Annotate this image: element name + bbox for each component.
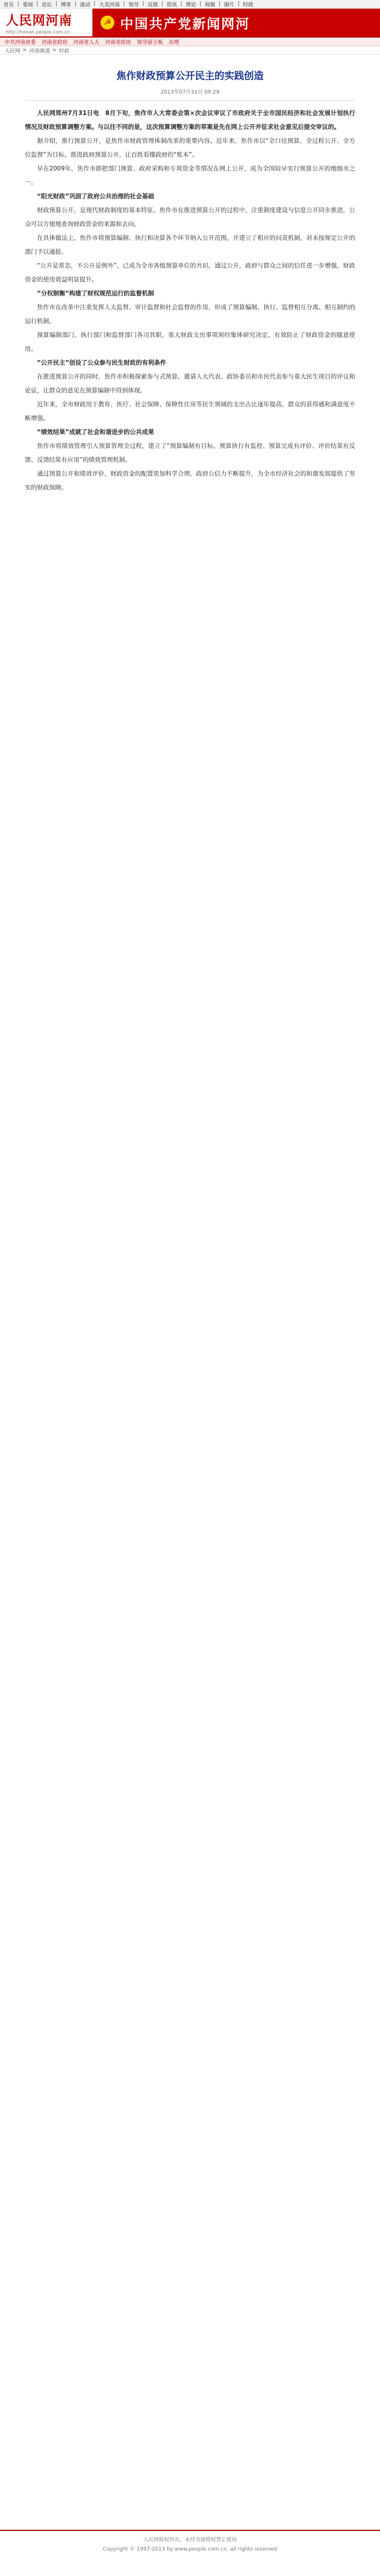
top-nav-link[interactable]: 反腐 <box>147 2 158 8</box>
article-paragraph: 预算编制部门、执行部门和监督部门各司其职，重大财政支出事项须经集体研究决定，有效防止了财政资金的随意使用。 <box>25 332 355 352</box>
logo-text: 人民网河南 <box>6 13 73 28</box>
sub-nav-link[interactable]: 领导留言板 <box>137 39 163 46</box>
footer-copyright-en: Copyright © 1997-2013 by www.people.com.cn. all rights reserved <box>102 2547 278 2552</box>
sub-nav-link[interactable]: 河南省政协 <box>105 39 132 46</box>
article <box>25 55 355 495</box>
sub-nav-link[interactable]: 河南省政府 <box>42 39 68 46</box>
footer <box>0 2530 380 2554</box>
top-nav-link[interactable]: 要闻 <box>23 2 33 8</box>
article-paragraph: 据介绍，推行预算公开，是焦作市财政管理体制改革的重要内容。近年来，焦作市以“全口径预算、全过程公开、全方位监督”为目标，推进政府预算公开，让百姓看懂政府的“账本”。 <box>25 138 355 158</box>
breadcrumb-item[interactable]: 人民网 <box>5 48 21 54</box>
separator: | <box>55 1 58 7</box>
top-navigation <box>0 0 380 9</box>
top-nav-link[interactable]: 首页 <box>3 2 14 8</box>
breadcrumb-item[interactable]: 时政 <box>59 48 70 54</box>
top-nav-link[interactable]: 领导 <box>128 2 139 8</box>
separator: | <box>237 1 240 7</box>
separator: | <box>161 1 163 7</box>
article-paragraph: 财政预算公开，是现代财政制度的基本特征。焦作市在推进预算公开的过程中，注重制度建设与信息公开同步推进，公众可以方便地查询财政资金的来源和去向。 <box>25 207 355 228</box>
top-nav-link[interactable]: 图片 <box>223 2 234 8</box>
separator: | <box>142 1 144 7</box>
section-heading: “绩效结果”成就了社会和谐进步的公共成果 <box>37 429 154 436</box>
sub-navigation <box>0 38 380 46</box>
separator: | <box>74 1 77 7</box>
section-heading: “公开民主”创设了公众参与民生财政的有利条件 <box>37 359 166 366</box>
article-paragraph: 早在2009年，焦作市即把部门预算、政府采购和专项资金等情况在网上公开，成为全国较早实行预算公开的地级市之一。 <box>25 165 355 186</box>
article-body <box>25 106 355 495</box>
breadcrumb-separator: > <box>23 47 27 53</box>
breadcrumb <box>0 46 380 55</box>
separator: | <box>199 1 202 7</box>
top-nav-link[interactable]: 资讯 <box>166 2 177 8</box>
top-nav-link[interactable]: 视频 <box>204 2 215 8</box>
separator: | <box>123 1 125 7</box>
top-nav-link[interactable]: 论坛 <box>42 2 53 8</box>
separator: | <box>218 1 221 7</box>
article-paragraph: 在推进预算公开的同时，焦作市积极探索参与式预算，邀请人大代表、政协委员和市民代表参与重大民生项目的评议和论证，让群众的意见在预算编制中得到体现。 <box>25 373 355 394</box>
article-title: 焦作财政预算公开民主的实践创造 <box>116 70 264 82</box>
top-nav-link[interactable]: 滚动 <box>80 2 91 8</box>
site-logo[interactable] <box>0 9 92 36</box>
top-nav-link[interactable]: 时政 <box>243 2 254 8</box>
article-paragraph: 在具体做法上，焦作市将预算编制、执行和决算各个环节纳入公开范围，并建立了相应的问责机制，对未按规定公开的部门予以通报。 <box>25 235 355 255</box>
article-paragraph: 通过预算公开和绩效评价，财政资金的配置更加科学合理，政府公信力不断提升，为全市经济社会的和谐发展提供了坚实的财政保障。 <box>25 470 355 491</box>
separator: | <box>36 1 39 7</box>
party-emblem-icon: ☭ <box>100 16 114 29</box>
separator: | <box>94 1 96 7</box>
section-heading: 人民网郑州7月31日电 8月下旬，焦作市人大常委会第×次会议审议了市政府关于全市国民经济和社会发展计划执行情况及财政预算调整方案。与以往不同的是，这次预算调整方案的草案是先在网上公开并征求社会意见后提交审议的。 <box>25 110 355 131</box>
section-heading: “分权制衡”构建了财权规范运行的监督机制 <box>37 290 154 297</box>
separator: | <box>180 1 182 7</box>
sub-nav-link[interactable]: 治理 <box>169 39 180 46</box>
sub-nav-link[interactable]: 河南省人大 <box>73 39 100 46</box>
banner <box>92 9 380 36</box>
article-paragraph: “公开是常态，不公开是例外”，已成为全市各级预算单位的共识。通过公开，政府与群众之间的信任进一步增强，财政资金的使用效益明显提升。 <box>25 262 355 283</box>
article-paragraph: 焦作市将绩效管理引入预算管理全过程，建立了“预算编制有目标、预算执行有监控、预算完成有评价、评价结果有反馈、反馈结果有应用”的绩效管理机制。 <box>25 443 355 463</box>
footer-copyright: 人民网版权所有，未经书面授权禁止使用 <box>143 2537 237 2543</box>
top-nav-link[interactable]: 大美河南 <box>99 2 120 8</box>
separator: | <box>17 1 20 7</box>
top-nav-link[interactable]: 理论 <box>185 2 196 8</box>
site-header <box>0 9 380 38</box>
breadcrumb-item[interactable]: 河南频道 <box>29 48 50 54</box>
logo-url: http://henan.people.com.cn <box>6 29 70 35</box>
sub-nav-link[interactable]: 中共河南省委 <box>5 39 36 46</box>
top-nav-link[interactable]: 博客 <box>61 2 72 8</box>
article-paragraph: 近年来，全市财政用于教育、医疗、社会保障、保障性住房等民生领域的支出占比逐年提高，群众的获得感和满意度不断增强。 <box>25 401 355 422</box>
breadcrumb-separator: > <box>52 47 57 53</box>
banner-title: 中国共产党新闻网河 <box>120 16 250 32</box>
article-paragraph: 焦作市在改革中注重发挥人大监督、审计监督和社会监督的作用，形成了预算编制、执行、监督相互分离、相互制约的运行机制。 <box>25 304 355 325</box>
article-meta: 2013年07月31日 09:29 <box>25 88 355 101</box>
section-heading: “阳光财政”巩固了政府公共治理的社会基础 <box>37 193 154 200</box>
